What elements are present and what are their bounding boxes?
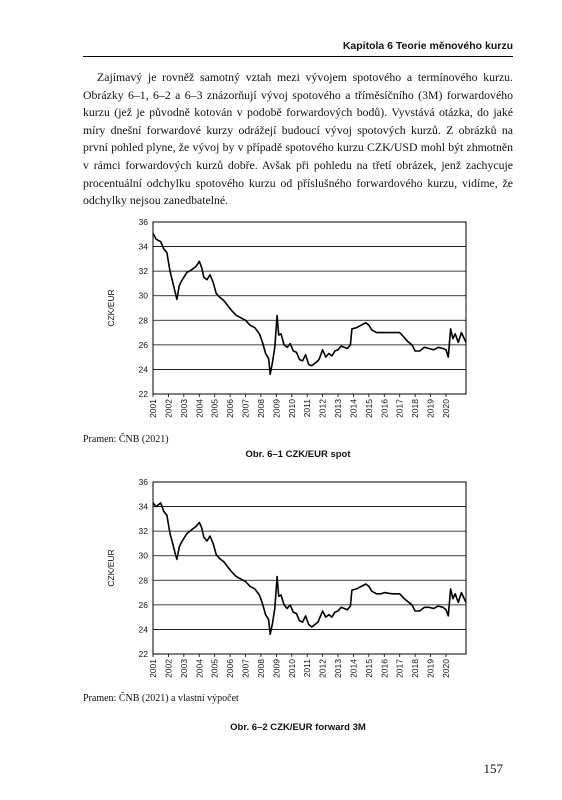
x-tick-label: 2005: [209, 659, 220, 678]
x-tick-label: 2012: [317, 399, 328, 418]
x-tick-label: 2009: [271, 399, 282, 418]
body-paragraph: Zajímavý je rovněž samotný vztah mezi vývojem spotového a termínového kurzu. Obrázky 6–1, 6–2 a 6–3 znázorňují vývoj spotového a tříměsíčního (3M) forwardového kurzu (jež je původně kotován v podobě forwardových bodů). Vyvstává otázka, do jaké míry dnešní forwardové kurzy odrážejí budoucí vývoj spotových kurzů. Z obrázků na první pohled plyne, že vývoj by v případě spotového kurzu CZK/USD mohl být zhmotněn v rámci forwardových kurzů dobře. Avšak při pohledu na třetí obrázek, jenž zachycuje procentuální odchylku spotového kurzu od příslušného forwardového kurzu, vidíme, že odchylky nejsou zanedbatelné.: [83, 70, 513, 208]
x-tick-label: 2020: [440, 659, 451, 678]
x-tick-label: 2007: [240, 399, 251, 418]
x-tick-label: 2002: [163, 399, 174, 418]
x-tick-label: 2008: [255, 399, 266, 418]
header-rule: [83, 56, 513, 57]
x-tick-label: 2011: [302, 659, 313, 678]
x-tick-label: 2002: [163, 659, 174, 678]
plot-frame: [153, 222, 466, 394]
x-tick-label: 2007: [240, 659, 251, 678]
figure-6-2-chart: [96, 476, 476, 676]
x-tick-label: 2016: [379, 399, 390, 418]
x-tick-label: 2017: [394, 399, 405, 418]
x-tick-label: 2012: [317, 659, 328, 678]
x-tick-label: 2018: [410, 399, 421, 418]
figure-6-1-source: Pramen: ČNB (2021): [83, 434, 169, 445]
y-axis-label: CZK/EUR: [106, 289, 116, 327]
x-tick-label: 2014: [348, 659, 359, 678]
x-tick-label: 2013: [333, 659, 344, 678]
x-tick-label: 2006: [225, 399, 236, 418]
y-tick-label: 28: [138, 575, 148, 586]
x-tick-label: 2013: [333, 399, 344, 418]
x-tick-label: 2001: [148, 399, 158, 418]
x-tick-label: 2009: [271, 659, 282, 678]
page-number: 157: [483, 761, 503, 776]
x-tick-label: 2016: [379, 659, 390, 678]
x-tick-label: 2020: [440, 399, 451, 418]
x-tick-label: 2015: [363, 659, 374, 678]
x-tick-label: 2005: [209, 399, 220, 418]
figure-6-1-caption: Obr. 6–1 CZK/EUR spot: [245, 449, 351, 460]
y-tick-label: 24: [138, 364, 148, 375]
x-tick-label: 2010: [286, 399, 297, 418]
x-tick-label: 2003: [178, 399, 189, 418]
y-tick-label: 32: [138, 526, 148, 537]
y-tick-label: 34: [138, 501, 148, 512]
x-tick-label: 2019: [425, 399, 436, 418]
y-tick-label: 30: [138, 550, 148, 561]
x-tick-label: 2019: [425, 659, 436, 678]
x-tick-label: 2011: [302, 399, 313, 418]
x-tick-label: 2018: [410, 659, 421, 678]
x-tick-label: 2010: [286, 659, 297, 678]
y-tick-label: 22: [138, 389, 148, 399]
y-tick-label: 26: [138, 339, 148, 350]
figure-6-2-caption: Obr. 6–2 CZK/EUR forward 3M: [230, 722, 366, 733]
plot-frame: [153, 482, 466, 654]
x-tick-label: 2017: [394, 659, 405, 678]
y-tick-label: 28: [138, 315, 148, 326]
y-tick-label: 30: [138, 290, 148, 301]
x-tick-label: 2004: [194, 399, 205, 418]
series-line: [153, 503, 466, 634]
y-tick-label: 34: [138, 241, 148, 252]
y-tick-label: 24: [138, 624, 148, 635]
y-tick-label: 36: [138, 217, 148, 227]
figure-6-1-chart: [96, 216, 476, 416]
y-tick-label: 26: [138, 599, 148, 610]
y-tick-label: 32: [138, 266, 148, 277]
x-tick-label: 2008: [255, 659, 266, 678]
y-axis-label: CZK/EUR: [106, 549, 116, 587]
x-tick-label: 2015: [363, 399, 374, 418]
line-chart-svg: [96, 216, 476, 416]
y-tick-label: 36: [138, 477, 148, 487]
line-chart-svg: [96, 476, 476, 676]
running-header: Kapitola 6 Teorie měnového kurzu: [342, 40, 513, 52]
x-tick-label: 2001: [148, 659, 158, 678]
x-tick-label: 2003: [178, 659, 189, 678]
figure-6-2-source: Pramen: ČNB (2021) a vlastní výpočet: [83, 693, 239, 704]
x-tick-label: 2006: [225, 659, 236, 678]
series-line: [153, 233, 466, 374]
x-tick-label: 2004: [194, 659, 205, 678]
x-tick-label: 2014: [348, 399, 359, 418]
y-tick-label: 22: [138, 649, 148, 659]
